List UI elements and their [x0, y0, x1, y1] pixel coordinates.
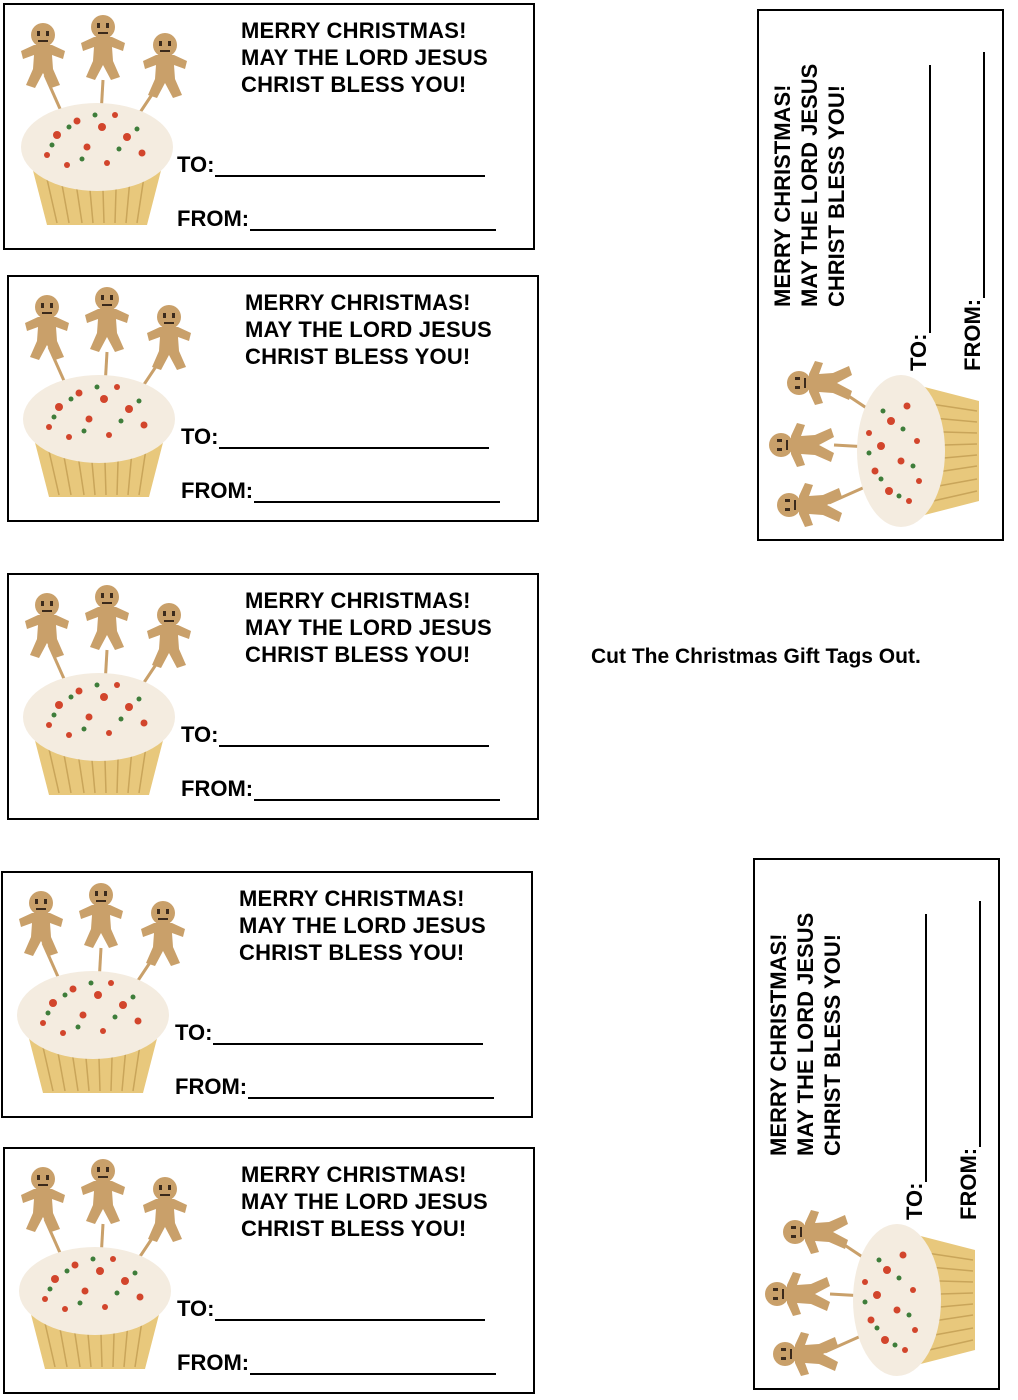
message-line-1: MERRY CHRISTMAS!: [766, 933, 791, 1156]
gingerbread-cupcake-icon: [9, 277, 209, 507]
tag-message: [245, 289, 492, 370]
to-line[interactable]: [907, 914, 927, 1182]
from-label: FROM:: [177, 1350, 250, 1375]
message-line-1: MERRY CHRISTMAS!: [239, 886, 465, 911]
message-line-2: MAY THE LORD JESUS: [245, 317, 492, 342]
to-line[interactable]: [213, 1025, 483, 1045]
gingerbread-cupcake-icon: [755, 1192, 985, 1392]
gift-tag-vertical-1: [757, 9, 1004, 541]
from-line[interactable]: [250, 1355, 496, 1375]
tag-message: [769, 64, 850, 307]
message-line-2: MAY THE LORD JESUS: [793, 912, 818, 1156]
from-line[interactable]: [965, 52, 985, 298]
to-field: [903, 914, 927, 1220]
from-field: [175, 1075, 494, 1099]
tag-message: [245, 587, 492, 668]
from-line[interactable]: [254, 781, 500, 801]
tag-message: [241, 1161, 488, 1242]
to-line[interactable]: [219, 429, 489, 449]
from-label: FROM:: [177, 206, 250, 231]
gift-tag-vertical-2: [753, 858, 1000, 1390]
gift-tag-4: [1, 871, 533, 1118]
from-line[interactable]: [254, 483, 500, 503]
message-line-2: MAY THE LORD JESUS: [245, 615, 492, 640]
tag-message: [765, 913, 846, 1156]
cut-instruction: Cut The Christmas Gift Tags Out.: [591, 645, 921, 668]
from-field: [177, 1351, 496, 1375]
message-line-3: CHRIST BLESS YOU!: [245, 642, 471, 667]
from-field: [961, 52, 985, 371]
message-line-3: CHRIST BLESS YOU!: [824, 84, 849, 307]
to-field: [175, 1021, 483, 1045]
to-field: [181, 425, 489, 449]
tag-message: [239, 885, 486, 966]
from-field: [957, 901, 981, 1220]
to-label: TO:: [181, 424, 219, 449]
from-field: [177, 207, 496, 231]
to-field: [907, 65, 931, 371]
from-field: [181, 479, 500, 503]
to-label: TO:: [902, 1182, 927, 1220]
gift-tag-1: [3, 3, 535, 250]
message-line-2: MAY THE LORD JESUS: [241, 1189, 488, 1214]
to-label: TO:: [177, 152, 215, 177]
message-line-1: MERRY CHRISTMAS!: [245, 588, 471, 613]
gingerbread-cupcake-icon: [759, 343, 989, 543]
tag-message: [241, 17, 488, 98]
gingerbread-cupcake-icon: [5, 1149, 205, 1379]
message-line-1: MERRY CHRISTMAS!: [245, 290, 471, 315]
message-line-2: MAY THE LORD JESUS: [239, 913, 486, 938]
to-label: TO:: [906, 333, 931, 371]
to-label: TO:: [177, 1296, 215, 1321]
message-line-3: CHRIST BLESS YOU!: [241, 1216, 467, 1241]
from-field: [181, 777, 500, 801]
to-label: TO:: [181, 722, 219, 747]
from-line[interactable]: [961, 901, 981, 1147]
to-field: [177, 1297, 485, 1321]
to-field: [181, 723, 489, 747]
message-line-3: CHRIST BLESS YOU!: [239, 940, 465, 965]
to-line[interactable]: [215, 157, 485, 177]
message-line-2: MAY THE LORD JESUS: [797, 63, 822, 307]
from-label: FROM:: [181, 478, 254, 503]
from-label: FROM:: [960, 298, 985, 371]
message-line-3: CHRIST BLESS YOU!: [245, 344, 471, 369]
from-label: FROM:: [181, 776, 254, 801]
gift-tag-2: [7, 275, 539, 522]
to-line[interactable]: [911, 65, 931, 333]
message-line-2: MAY THE LORD JESUS: [241, 45, 488, 70]
to-line[interactable]: [219, 727, 489, 747]
gingerbread-cupcake-icon: [9, 575, 209, 805]
gift-tag-5: [3, 1147, 535, 1394]
message-line-3: CHRIST BLESS YOU!: [820, 933, 845, 1156]
message-line-3: CHRIST BLESS YOU!: [241, 72, 467, 97]
to-line[interactable]: [215, 1301, 485, 1321]
message-line-1: MERRY CHRISTMAS!: [241, 18, 467, 43]
message-line-1: MERRY CHRISTMAS!: [770, 84, 795, 307]
from-line[interactable]: [250, 211, 496, 231]
gingerbread-cupcake-icon: [3, 873, 203, 1103]
message-line-1: MERRY CHRISTMAS!: [241, 1162, 467, 1187]
to-label: TO:: [175, 1020, 213, 1045]
from-label: FROM:: [175, 1074, 248, 1099]
from-line[interactable]: [248, 1079, 494, 1099]
from-label: FROM:: [956, 1147, 981, 1220]
gift-tag-3: [7, 573, 539, 820]
gingerbread-cupcake-icon: [5, 5, 205, 235]
to-field: [177, 153, 485, 177]
